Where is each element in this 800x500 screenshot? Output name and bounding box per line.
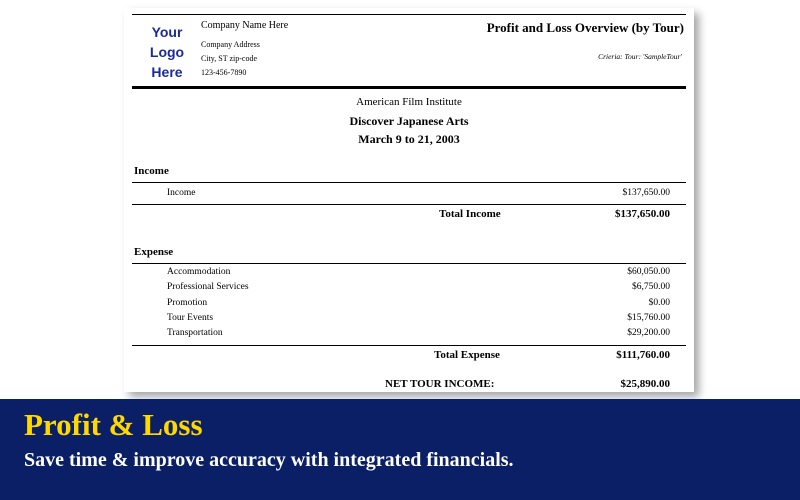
company-phone: 123-456-7890 (201, 68, 247, 77)
expense-item-label: Promotion (167, 298, 208, 308)
income-heading: Income (134, 165, 169, 177)
company-city: City, ST zip-code (201, 54, 257, 63)
promo-banner (0, 399, 800, 500)
company-address: Company Address (201, 40, 260, 49)
banner-subtitle: Save time & improve accuracy with integrated financials. (24, 449, 514, 471)
total-expense-amount: $111,760.00 (616, 349, 670, 361)
logo-placeholder (144, 22, 190, 82)
banner-title: Profit & Loss (24, 407, 203, 442)
expense-item-label: Tour Events (167, 313, 214, 323)
expense-item-amount: $0.00 (648, 298, 670, 308)
report-page (124, 8, 694, 392)
expense-item-amount: $29,200.00 (627, 328, 670, 338)
company-name: Company Name Here (201, 20, 289, 31)
tour-name: Discover Japanese Arts (349, 114, 469, 128)
expense-item-label: Professional Services (167, 282, 249, 292)
expense-item-amount: $15,760.00 (627, 313, 670, 323)
expense-item-amount: $60,050.00 (627, 267, 670, 277)
expense-item-amount: $6,750.00 (632, 282, 670, 292)
header-divider (132, 86, 686, 89)
report-title: Profit and Loss Overview (by Tour) (486, 20, 684, 35)
expense-rule (132, 263, 686, 264)
logo-line: Logo (149, 44, 185, 60)
tour-dates: March 9 to 21, 2003 (358, 132, 460, 146)
income-item-amount: $137,650.00 (622, 188, 670, 198)
total-income-amount: $137,650.00 (615, 208, 670, 220)
logo-line: Here (151, 64, 183, 80)
expense-item-label: Accommodation (167, 267, 231, 277)
logo-line: Your (151, 24, 183, 40)
net-income-amount: $25,890.00 (620, 378, 670, 390)
top-rule (132, 14, 686, 15)
total-income-label: Total Income (439, 208, 501, 220)
income-total-rule (132, 204, 686, 205)
client-name: American Film Institute (356, 96, 462, 108)
expense-item-label: Transportation (167, 328, 223, 338)
expense-heading: Expense (134, 246, 174, 258)
report-criteria: Crieria: Tour: 'SampleTour' (598, 52, 682, 61)
income-item-label: Income (167, 188, 196, 198)
net-income-label: NET TOUR INCOME: (385, 378, 495, 390)
total-expense-label: Total Expense (434, 349, 500, 361)
expense-total-rule (132, 345, 686, 346)
income-rule (132, 182, 686, 183)
